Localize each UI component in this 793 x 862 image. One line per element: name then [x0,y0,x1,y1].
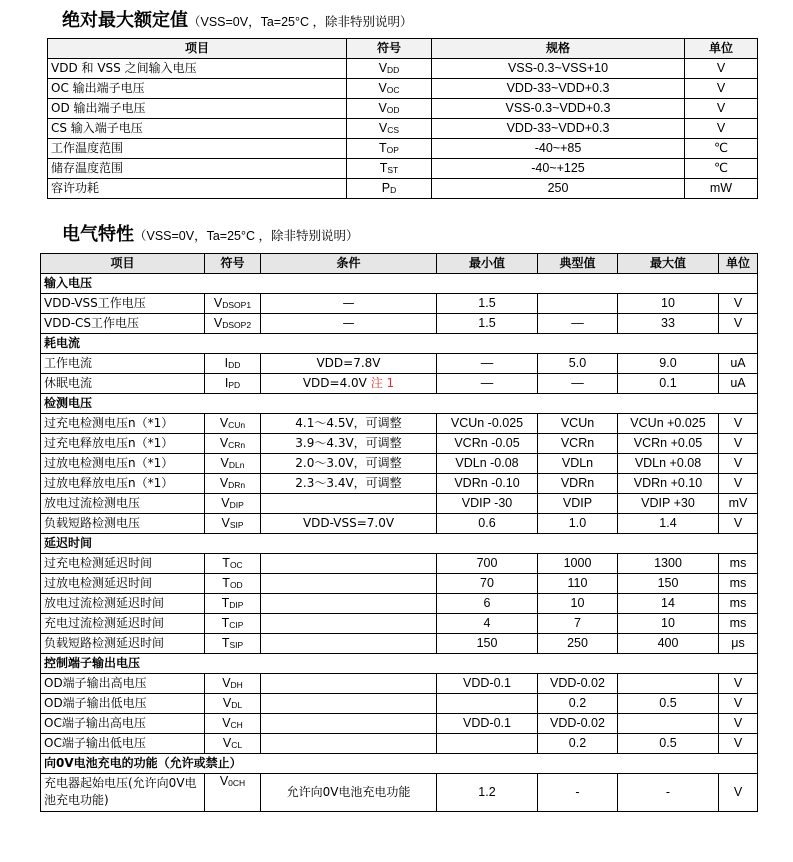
symbol-cell [347,79,432,99]
electrical-condition: （VSS=0V，Ta=25°C ，除非特别说明） [134,229,359,243]
condition-cell [261,674,437,694]
symbol-cell [347,159,432,179]
symbol-cell [347,59,432,79]
table-row [41,554,758,574]
symbol-letter: V [219,475,229,490]
symbol-cell [347,139,432,159]
item-cell: 过放电释放电压n（*1） [41,474,205,494]
min-cell: 700 [437,554,538,574]
min-cell: 1.5 [437,294,538,314]
condition-cell [261,774,437,812]
symbol-letter: V [221,515,230,530]
condition-cell [261,634,437,654]
table-row [41,494,758,514]
condition-cell [261,294,437,314]
max-cell: 0.5 [618,734,719,754]
item-cell: 充电器起始电压(允许向0V电池充电功能) [41,774,205,812]
min-cell: — [437,374,538,394]
abs-max-header-row [48,39,758,59]
typ-cell: VCRn [538,434,618,454]
symbol-cell [205,634,261,654]
section-title: 检测电压 [41,394,758,414]
condition-cell [261,314,437,334]
unit-cell: uA [719,354,758,374]
table-row [41,634,758,654]
section-title: 耗电流 [41,334,758,354]
symbol-subscript: 0CH [228,778,246,788]
symbol-letter: V [378,100,387,115]
symbol-subscript: DIP [229,499,244,510]
symbol-cell [205,414,261,434]
min-cell: VDRn -0.10 [437,474,538,494]
symbol-letter: V [219,435,229,450]
min-cell: VDD-0.1 [437,714,538,734]
table-row [41,414,758,434]
condition-cell [261,614,437,634]
unit-cell: uA [719,374,758,394]
symbol-letter: V [222,715,231,730]
symbol-cell [205,514,261,534]
abs-max-condition: （VSS=0V，Ta=25°C ，除非特别说明） [188,15,413,29]
spec-cell: VDD-33~VDD+0.3 [432,79,685,99]
condition-cell [261,574,437,594]
condition-text: 3.9～4.3V，可调整 [295,436,402,450]
table-row [48,179,758,199]
symbol-letter: V [222,675,231,690]
typ-cell: 0.2 [538,694,618,714]
item-cell: 放电过流检测电压 [41,494,205,514]
table-row [48,119,758,139]
unit-cell: V [719,454,758,474]
header-min: 最小值 [437,254,538,274]
unit-cell: V [719,674,758,694]
typ-cell: 0.2 [538,734,618,754]
symbol-cell [205,574,261,594]
symbol-cell [205,314,261,334]
header-item: 项目 [48,39,347,59]
symbol-letter: V [378,60,388,75]
item-cell: 过充电检测延迟时间 [41,554,205,574]
symbol-subscript: PD [228,379,241,390]
symbol-letter: T [222,575,230,590]
section-row [41,754,758,774]
item-cell: 负载短路检测延迟时间 [41,634,205,654]
condition-cell [261,434,437,454]
electrical-body [41,274,758,812]
symbol-subscript: CS [387,124,400,135]
unit-cell: V [719,474,758,494]
table-row [41,454,758,474]
typ-cell: 5.0 [538,354,618,374]
symbol-subscript: DSOP2 [222,319,252,330]
typ-cell: VDRn [538,474,618,494]
section-title: 控制端子输出电压 [41,654,758,674]
symbol-subscript: CIP [229,619,244,630]
unit-cell: V [685,79,758,99]
unit-cell: V [719,294,758,314]
header-unit: 单位 [685,39,758,59]
max-cell: 33 [618,314,719,334]
section-row [41,654,758,674]
electrical-table [40,253,758,812]
symbol-cell [347,99,432,119]
item-cell: VDD 和 VSS 之间输入电压 [48,59,347,79]
section-row [41,334,758,354]
max-cell: 150 [618,574,719,594]
item-cell: 工作温度范围 [48,139,347,159]
symbol-letter: V [220,455,229,470]
unit-cell: ℃ [685,139,758,159]
unit-cell: V [719,714,758,734]
symbol-letter: V [222,735,232,750]
symbol-subscript: OC [229,559,243,570]
item-cell: 过充电释放电压n（*1） [41,434,205,454]
section-row [41,394,758,414]
symbol-cell [205,614,261,634]
header-spec: 规格 [432,39,685,59]
symbol-subscript: DIP [229,599,244,610]
symbol-letter: T [221,635,230,650]
unit-cell: μs [719,634,758,654]
item-cell: 休眠电流 [41,374,205,394]
max-cell: 10 [618,294,719,314]
item-cell: VDD-VSS工作电压 [41,294,205,314]
symbol-subscript: CH [230,719,243,730]
table-row [48,59,758,79]
table-row [41,694,758,714]
symbol-subscript: SIP [229,519,244,530]
symbol-cell [205,454,261,474]
condition-text: 允许向0V电池充电功能 [286,785,411,799]
max-cell: 14 [618,594,719,614]
condition-text: 2.3～3.4V，可调整 [295,476,402,490]
typ-cell: 10 [538,594,618,614]
max-cell: 9.0 [618,354,719,374]
symbol-cell [205,474,261,494]
symbol-subscript: OD [229,579,243,590]
symbol-subscript: DRn [228,479,246,490]
symbol-letter: V [221,495,230,510]
min-cell: 6 [437,594,538,614]
symbol-cell [347,179,432,199]
electrical-heading [62,220,359,246]
max-cell: VCRn +0.05 [618,434,719,454]
unit-cell: V [685,119,758,139]
typ-cell: — [538,314,618,334]
min-cell: VDLn -0.08 [437,454,538,474]
max-cell: 400 [618,634,719,654]
typ-cell: 250 [538,634,618,654]
note-text: 注 1 [370,376,395,390]
symbol-cell [205,434,261,454]
symbol-subscript: DLn [228,459,245,470]
symbol-letter: I [224,375,229,390]
table-row [48,139,758,159]
symbol-cell [205,674,261,694]
symbol-cell [205,354,261,374]
min-cell: VCRn -0.05 [437,434,538,454]
condition-text: VDD=7.8V [316,356,381,370]
symbol-subscript: SIP [229,639,244,650]
item-cell: OD端子输出低电压 [41,694,205,714]
spec-cell: 250 [432,179,685,199]
unit-cell: V [719,434,758,454]
symbol-subscript: DL [231,699,243,710]
condition-text: VDD=4.0V [302,376,367,390]
item-cell: OC端子输出低电压 [41,734,205,754]
item-cell: 放电过流检测延迟时间 [41,594,205,614]
symbol-cell [205,594,261,614]
table-row [41,674,758,694]
symbol-letter: T [379,160,388,175]
condition-cell [261,714,437,734]
symbol-letter: P [381,180,391,195]
table-row [41,734,758,754]
symbol-cell [205,734,261,754]
condition-cell [261,454,437,474]
condition-cell [261,354,437,374]
table-row [41,514,758,534]
item-cell: 过充电检测电压n（*1） [41,414,205,434]
unit-cell: V [685,59,758,79]
symbol-cell [205,494,261,514]
typ-cell: 1.0 [538,514,618,534]
symbol-subscript: CL [231,739,243,750]
condition-cell [261,554,437,574]
max-cell: 10 [618,614,719,634]
item-cell: VDD-CS工作电压 [41,314,205,334]
condition-cell [261,514,437,534]
symbol-letter: V [213,295,223,310]
condition-text: — [342,296,355,310]
condition-cell [261,734,437,754]
symbol-subscript: D [390,184,397,195]
table-row [41,294,758,314]
spec-cell: -40~+125 [432,159,685,179]
min-cell: 0.6 [437,514,538,534]
symbol-letter: T [222,555,230,570]
condition-text: 2.0～3.0V，可调整 [295,456,402,470]
symbol-letter: V [222,695,232,710]
symbol-subscript: CUn [228,419,246,430]
header-item: 项目 [41,254,205,274]
unit-cell: mV [719,494,758,514]
min-cell: 1.2 [437,774,538,812]
item-cell: 容许功耗 [48,179,347,199]
unit-cell: V [719,514,758,534]
table-row [48,159,758,179]
item-cell: 工作电流 [41,354,205,374]
electrical-title: 电气特性 [62,224,134,245]
typ-cell: - [538,774,618,812]
symbol-letter: V [219,774,229,788]
symbol-letter: V [378,80,387,95]
symbol-letter: T [221,615,230,630]
abs-max-table [47,38,758,199]
symbol-cell [205,774,261,812]
min-cell: VDIP -30 [437,494,538,514]
item-cell: OD端子输出高电压 [41,674,205,694]
unit-cell: V [719,414,758,434]
typ-cell: VDD-0.02 [538,714,618,734]
symbol-cell [205,294,261,314]
header-symbol: 符号 [347,39,432,59]
max-cell: VDLn +0.08 [618,454,719,474]
table-row [41,614,758,634]
symbol-subscript: DSOP1 [222,299,252,310]
max-cell: 0.5 [618,694,719,714]
condition-cell [261,414,437,434]
unit-cell: ms [719,554,758,574]
spec-cell: VSS-0.3~VSS+10 [432,59,685,79]
min-cell: VCUn -0.025 [437,414,538,434]
table-row [41,374,758,394]
abs-max-body [48,59,758,199]
header-max: 最大值 [618,254,719,274]
header-unit: 单位 [719,254,758,274]
unit-cell: ms [719,594,758,614]
typ-cell: VDIP [538,494,618,514]
symbol-subscript: DD [228,359,241,370]
table-row [41,714,758,734]
symbol-subscript: DH [230,679,243,690]
condition-text: 4.1～4.5V，可调整 [295,416,402,430]
item-cell: CS 输入端子电压 [48,119,347,139]
condition-cell [261,474,437,494]
condition-cell [261,374,437,394]
symbol-letter: V [378,120,388,135]
min-cell [437,694,538,714]
symbol-subscript: OP [386,144,399,155]
symbol-letter: I [224,355,229,370]
table-row [41,354,758,374]
item-cell: 充电过流检测延迟时间 [41,614,205,634]
max-cell: VDIP +30 [618,494,719,514]
max-cell [618,674,719,694]
electrical-header-row [41,254,758,274]
condition-cell [261,494,437,514]
min-cell: 4 [437,614,538,634]
typ-cell: — [538,374,618,394]
condition-text: — [342,316,355,330]
max-cell: - [618,774,719,812]
max-cell: 0.1 [618,374,719,394]
header-symbol: 符号 [205,254,261,274]
symbol-cell [205,694,261,714]
min-cell: VDD-0.1 [437,674,538,694]
max-cell: VCUn +0.025 [618,414,719,434]
table-row [41,774,758,812]
max-cell [618,714,719,734]
symbol-cell [205,374,261,394]
min-cell [437,734,538,754]
header-typ: 典型值 [538,254,618,274]
symbol-letter: V [219,415,229,430]
spec-cell: VSS-0.3~VDD+0.3 [432,99,685,119]
symbol-subscript: OC [386,84,400,95]
typ-cell: 1000 [538,554,618,574]
unit-cell: ℃ [685,159,758,179]
abs-max-title: 绝对最大额定值 [62,10,188,31]
min-cell: 70 [437,574,538,594]
condition-cell [261,594,437,614]
unit-cell: V [685,99,758,119]
item-cell: 储存温度范围 [48,159,347,179]
item-cell: 负载短路检测电压 [41,514,205,534]
symbol-subscript: ST [387,164,399,175]
symbol-letter: V [213,315,223,330]
section-title: 向0V电池充电的功能（允许或禁止） [41,754,758,774]
spec-cell: -40~+85 [432,139,685,159]
unit-cell: V [719,314,758,334]
unit-cell: V [719,734,758,754]
unit-cell: ms [719,614,758,634]
symbol-subscript: CRn [228,439,246,450]
symbol-subscript: OD [386,104,400,115]
symbol-cell [205,554,261,574]
section-row [41,534,758,554]
table-row [41,574,758,594]
symbol-subscript: DD [387,64,400,75]
table-row [41,314,758,334]
section-row [41,274,758,294]
item-cell: 过放电检测电压n（*1） [41,454,205,474]
max-cell: 1300 [618,554,719,574]
unit-cell: ms [719,574,758,594]
typ-cell [538,294,618,314]
symbol-letter: T [221,595,230,610]
table-row [41,594,758,614]
unit-cell: mW [685,179,758,199]
unit-cell: V [719,774,758,812]
item-cell: OC 输出端子电压 [48,79,347,99]
item-cell: OD 输出端子电压 [48,99,347,119]
symbol-cell [347,119,432,139]
typ-cell: VDD-0.02 [538,674,618,694]
section-title: 输入电压 [41,274,758,294]
item-cell: 过放电检测延迟时间 [41,574,205,594]
max-cell: VDRn +0.10 [618,474,719,494]
unit-cell: V [719,694,758,714]
typ-cell: 110 [538,574,618,594]
min-cell: 150 [437,634,538,654]
min-cell: 1.5 [437,314,538,334]
typ-cell: VDLn [538,454,618,474]
min-cell: — [437,354,538,374]
table-row [41,434,758,454]
table-row [48,79,758,99]
symbol-cell [205,714,261,734]
item-cell: OC端子输出高电压 [41,714,205,734]
header-condition: 条件 [261,254,437,274]
typ-cell: 7 [538,614,618,634]
condition-cell [261,694,437,714]
table-row [48,99,758,119]
max-cell: 1.4 [618,514,719,534]
abs-max-heading [62,6,413,32]
typ-cell: VCUn [538,414,618,434]
table-row [41,474,758,494]
section-title: 延迟时间 [41,534,758,554]
symbol-letter: T [379,140,387,155]
condition-text: VDD-VSS=7.0V [302,516,395,530]
spec-cell: VDD-33~VDD+0.3 [432,119,685,139]
